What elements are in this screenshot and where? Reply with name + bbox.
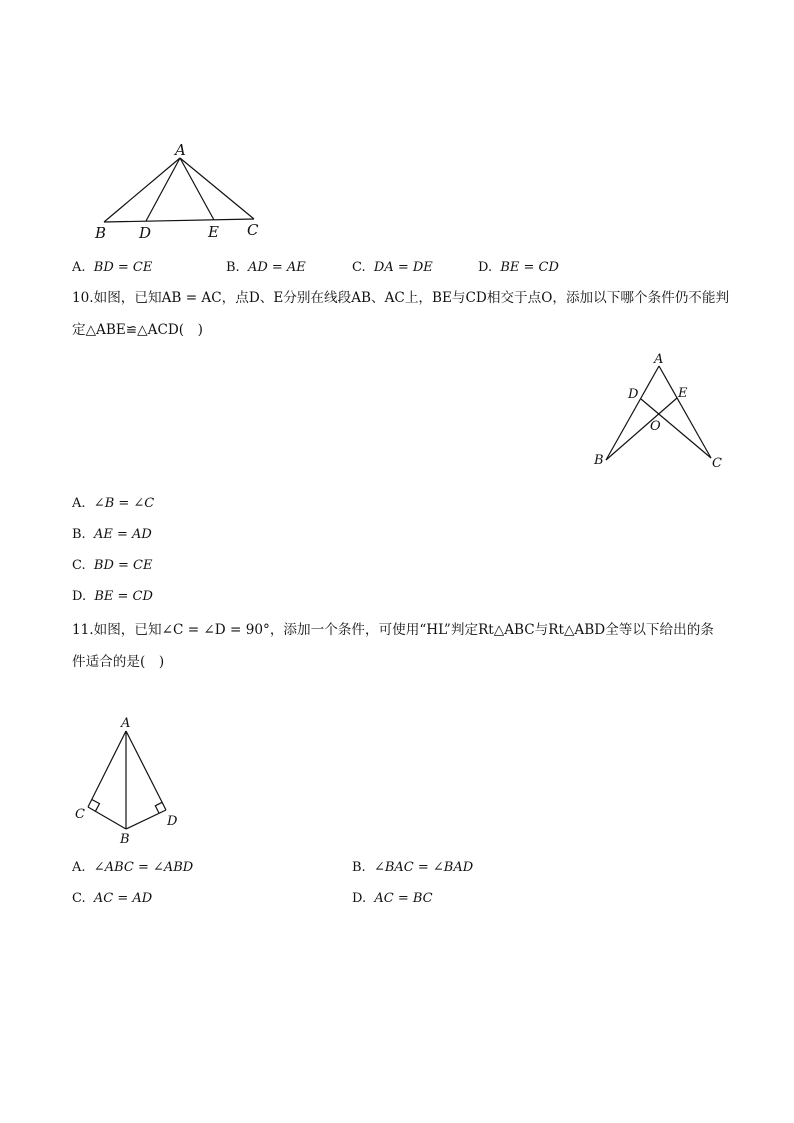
q11-label-b: B — [120, 832, 130, 847]
q9-option-d-label: D. — [478, 260, 493, 275]
q9-option-c-label: C. — [352, 260, 366, 275]
q10-option-a-label: A. — [72, 496, 86, 511]
q10-label-c: C — [712, 456, 722, 471]
q11-label-c: C — [75, 807, 85, 822]
q11-segment-ad — [126, 731, 166, 810]
q9-triangle-figure — [90, 138, 270, 244]
q10-segment-be — [606, 398, 677, 460]
q9-option-b-text: AD = AE — [247, 260, 306, 275]
q9-segment-ae — [180, 158, 214, 220]
q10-option-a[interactable] — [72, 495, 154, 513]
q9-option-b[interactable] — [226, 259, 306, 277]
q9-segment-ab — [104, 158, 180, 222]
q10-option-d-text: BE = CD — [94, 589, 153, 604]
q11-option-b-text: ∠BAC = ∠BAD — [373, 860, 474, 875]
q10-option-b-label: B. — [72, 527, 86, 542]
q9-label-e: E — [208, 223, 219, 241]
q9-option-c-text: DA = DE — [373, 260, 433, 275]
q10-option-c-label: C. — [72, 558, 86, 573]
q10-option-b-text: AE = AD — [93, 527, 152, 542]
q9-label-a: A — [175, 141, 186, 159]
q11-option-c-text: AC = AD — [93, 891, 153, 906]
q10-label-d: D — [628, 387, 639, 402]
q10-label-e: E — [678, 386, 688, 401]
q10-question-line-1: 10.如图，已知AB = AC，点D、E分别在线段AB、AC上，BE与CD相交于点O，添加以下哪个条件仍不能判 — [72, 290, 730, 306]
q11-option-b[interactable] — [352, 859, 473, 877]
q10-label-a: A — [654, 352, 664, 367]
q11-option-d-text: AC = BC — [374, 891, 433, 906]
q9-option-c[interactable] — [352, 259, 433, 277]
q10-triangle-figure — [588, 348, 728, 472]
q10-label-b: B — [594, 453, 604, 468]
q10-option-d[interactable] — [72, 588, 153, 606]
q10-option-a-text: ∠B = ∠C — [93, 496, 155, 511]
q11-right-angle-d — [155, 802, 162, 813]
q9-option-a-text: BD = CE — [93, 260, 153, 275]
q11-option-a[interactable] — [72, 859, 193, 877]
q11-question-line-1: 11.如图，已知∠C = ∠D = 90°，添加一个条件，可使用“HL”判定Rt△ABC与Rt△ABD全等以下给出的条 — [72, 622, 714, 638]
q10-question-line-2: 定△ABE≌△ACD( ) — [72, 322, 203, 338]
q9-option-b-label: B. — [226, 260, 240, 275]
q9-option-d-text: BE = CD — [500, 260, 559, 275]
q11-question-line-2: 件适合的是( ) — [72, 654, 165, 670]
q10-option-c[interactable] — [72, 557, 152, 575]
q10-option-d-label: D. — [72, 589, 87, 604]
q9-segment-bc — [104, 219, 254, 222]
q9-option-a[interactable] — [72, 259, 152, 277]
q10-option-b[interactable] — [72, 526, 152, 544]
q11-segment-ac — [88, 731, 126, 807]
q11-kite-figure — [70, 710, 190, 850]
q11-option-b-label: B. — [352, 860, 366, 875]
q10-label-o: O — [650, 419, 661, 434]
q10-option-c-text: BD = CE — [93, 558, 153, 573]
q11-option-c-label: C. — [72, 891, 86, 906]
q9-label-d: D — [139, 224, 152, 242]
q11-segment-db — [126, 810, 166, 829]
q9-label-b: B — [95, 224, 107, 242]
q11-option-d-label: D. — [352, 891, 367, 906]
q9-segment-ac — [180, 158, 254, 219]
q11-option-a-text: ∠ABC = ∠ABD — [93, 860, 194, 875]
q11-segment-cb — [88, 807, 126, 829]
q9-option-d[interactable] — [478, 259, 559, 277]
q9-label-c: C — [247, 221, 259, 239]
q10-segment-ac — [659, 366, 711, 458]
q9-option-a-label: A. — [72, 260, 86, 275]
q11-option-d[interactable] — [352, 890, 433, 908]
q10-segment-ab — [606, 366, 659, 460]
q11-option-a-label: A. — [72, 860, 86, 875]
q9-segment-ad — [146, 158, 180, 221]
q11-label-a: A — [121, 716, 131, 731]
q11-label-d: D — [167, 814, 178, 829]
q11-option-c[interactable] — [72, 890, 152, 908]
